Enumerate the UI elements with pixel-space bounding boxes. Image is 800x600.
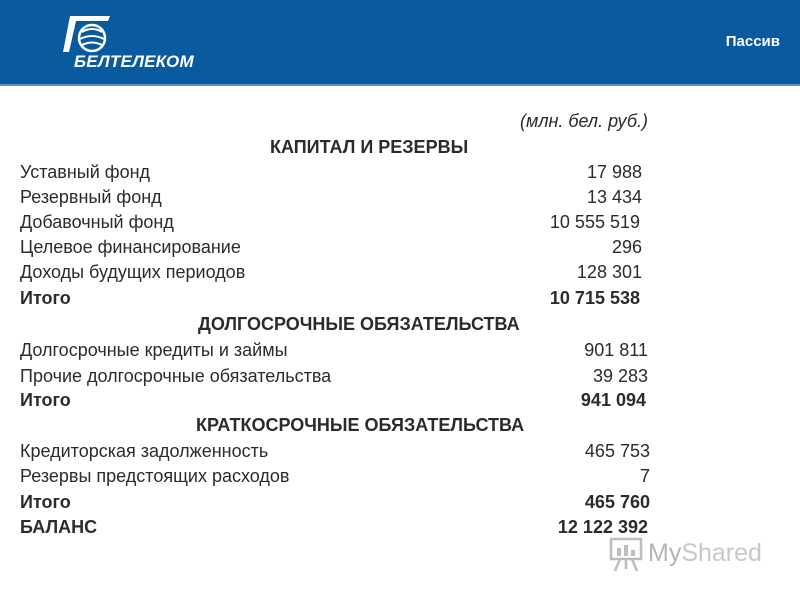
- balance-label: БАЛАНС: [20, 517, 98, 537]
- row-label: Прочие долгосрочные обязательства: [20, 366, 332, 386]
- row-label: Резервы предстоящих расходов: [20, 466, 290, 486]
- row-label: Добавочный фонд: [20, 212, 174, 232]
- row-label: Доходы будущих периодов: [20, 262, 246, 282]
- row-label: Долгосрочные кредиты и займы: [20, 340, 288, 360]
- row-value: 7: [639, 466, 650, 486]
- row-value: 39 283: [592, 366, 648, 386]
- row-value: 296: [611, 237, 642, 257]
- total-value: 941 094: [580, 390, 646, 410]
- balance-value: 12 122 392: [557, 517, 648, 537]
- total-label: Итого: [20, 492, 71, 512]
- section-heading-capital: КАПИТАЛ И РЕЗЕРВЫ: [270, 137, 469, 157]
- units-label: (млн. бел. руб.): [520, 111, 649, 131]
- row-label: Резервный фонд: [20, 187, 162, 207]
- row-value: 17 988: [586, 162, 642, 182]
- myshared-watermark: [606, 535, 776, 575]
- total-label: Итого: [20, 288, 71, 308]
- header-bar: [0, 0, 800, 84]
- row-label: Уставный фонд: [20, 162, 151, 182]
- row-value: 10 555 519: [549, 212, 640, 232]
- total-value: 10 715 538: [549, 288, 640, 308]
- watermark-text: MyShared: [648, 539, 762, 567]
- row-value: 128 301: [576, 262, 642, 282]
- header-divider: [0, 84, 800, 86]
- row-label: Кредиторская задолженность: [20, 441, 269, 461]
- beltelecom-logo: [52, 12, 202, 74]
- row-value: 13 434: [586, 187, 642, 207]
- row-value: 901 811: [584, 340, 648, 360]
- logo-text: БЕЛТЕЛЕКОМ: [74, 52, 194, 71]
- section-heading-short-term: КРАТКОСРОЧНЫЕ ОБЯЗАТЕЛЬСТВА: [196, 415, 525, 435]
- section-heading-long-term: ДОЛГОСРОЧНЫЕ ОБЯЗАТЕЛЬСТВА: [198, 314, 520, 334]
- row-label: Целевое финансирование: [20, 237, 241, 257]
- row-value: 465 753: [584, 441, 650, 461]
- section-title: Пассив: [725, 33, 780, 50]
- total-label: Итого: [20, 390, 71, 410]
- presentation-board-icon: [608, 535, 644, 573]
- total-value: 465 760: [584, 492, 650, 512]
